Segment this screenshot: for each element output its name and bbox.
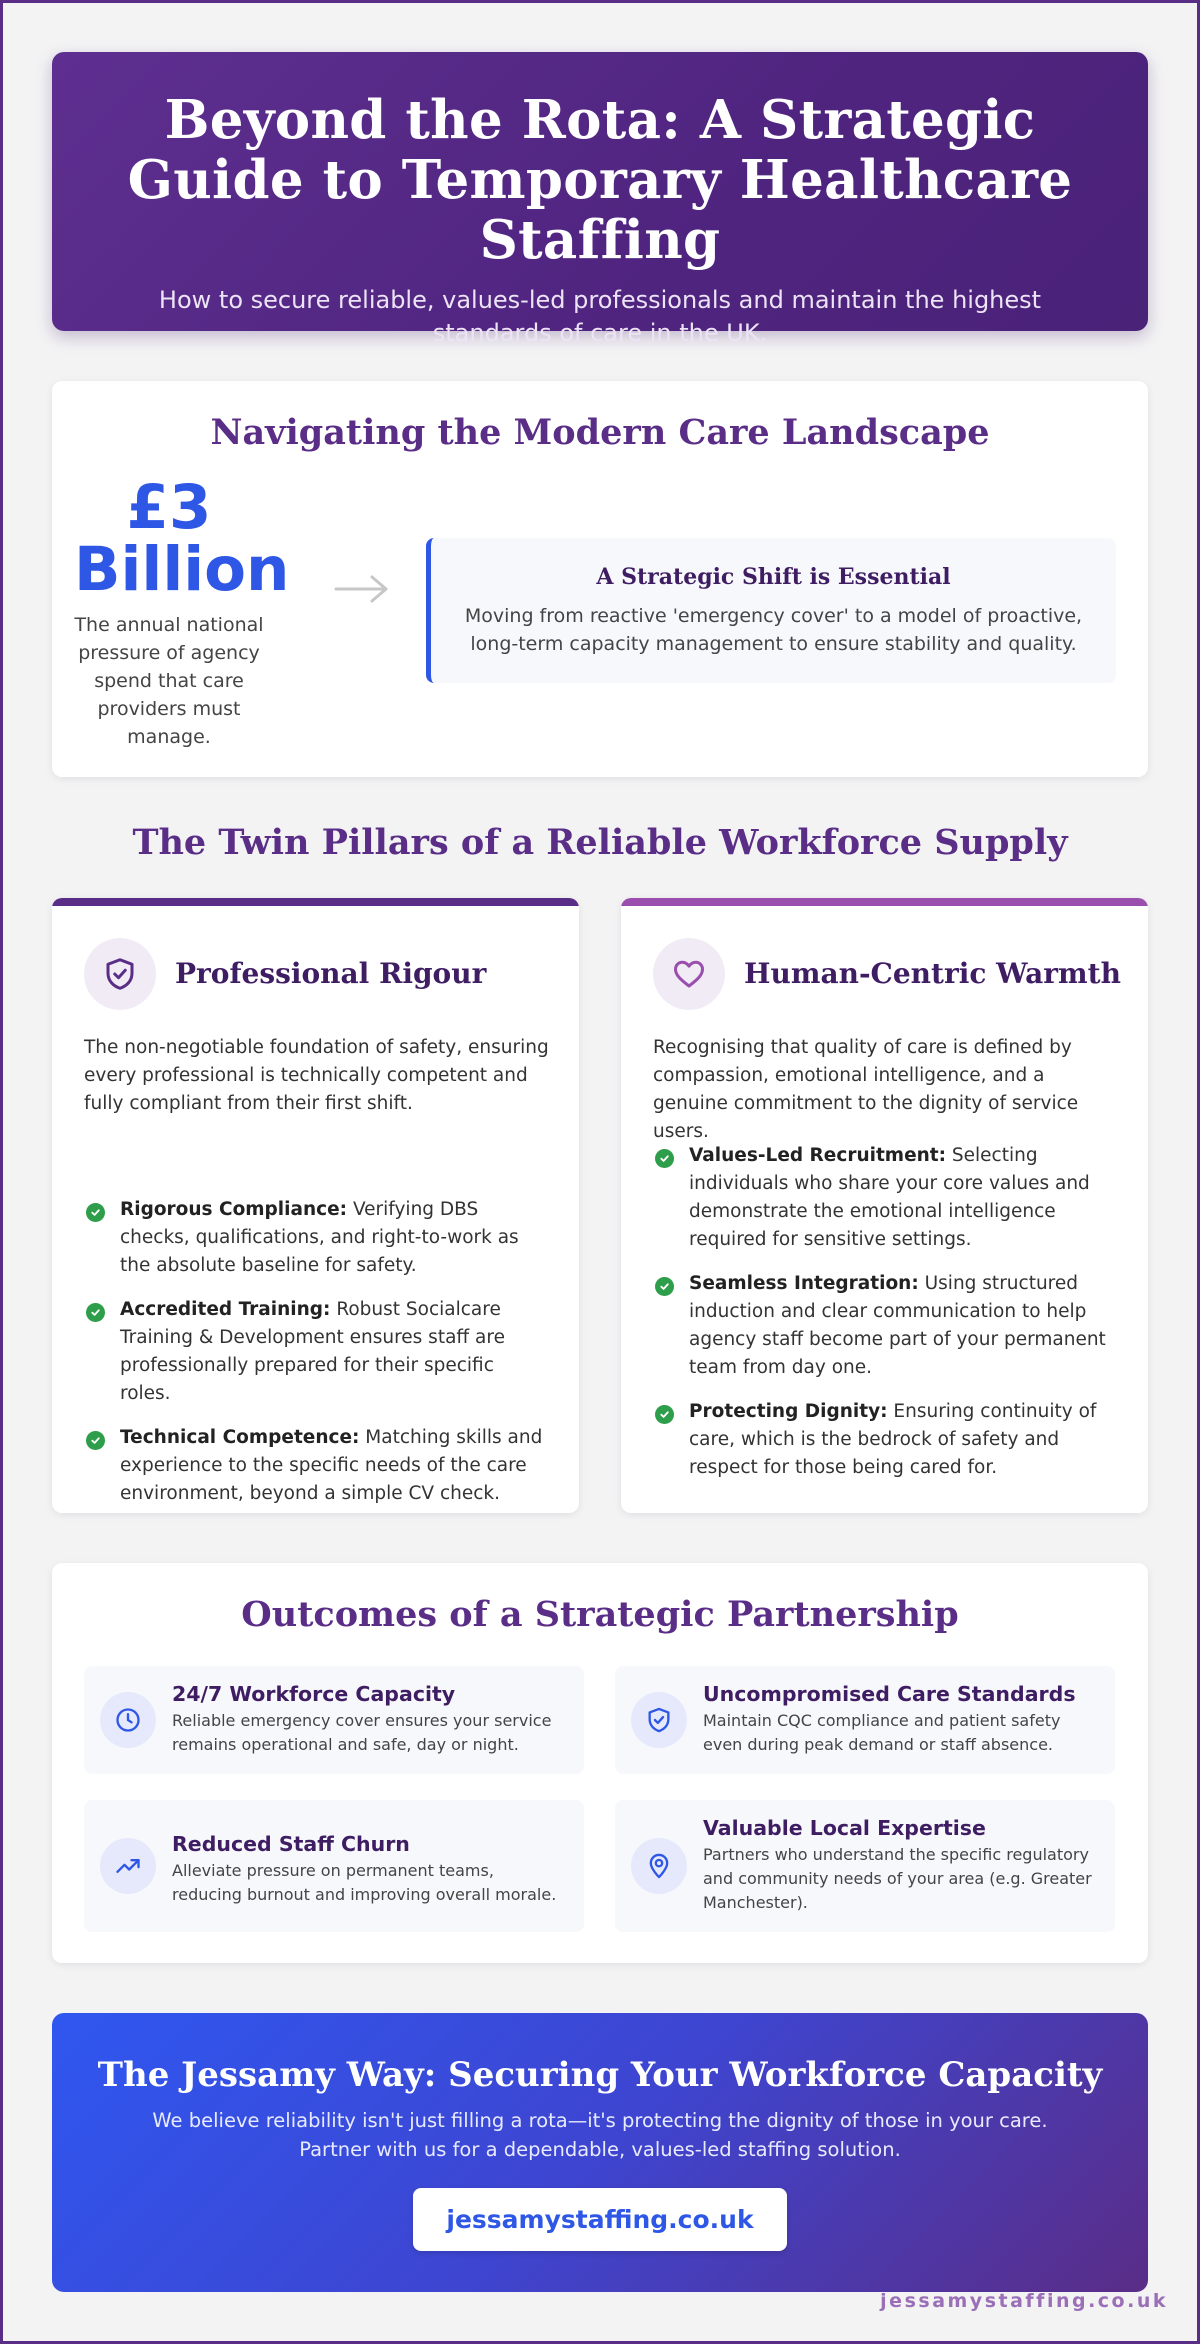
heart-icon [653, 938, 725, 1010]
cta-text: We believe reliability isn't just filling a rota—it's protecting the dignity of those in your care. Partner with us for a dependable, values-led staffing solution. [152, 2109, 1048, 2161]
pillars-title: The Twin Pillars of a Reliable Workforce Supply [132, 822, 1068, 863]
point-label: Accredited Training: [120, 1299, 331, 1320]
check-icon [86, 1431, 105, 1450]
check-icon [655, 1405, 674, 1424]
pillar-title: Human-Centric Warmth [744, 957, 1121, 990]
outcome-card [84, 1666, 584, 1774]
stat-block [74, 472, 290, 751]
outcome-title: Reduced Staff Churn [172, 1832, 410, 1856]
outcome-card [615, 1666, 1115, 1774]
stat-value-line2: Billion [74, 534, 290, 605]
check-icon [86, 1203, 105, 1222]
outcome-card [615, 1800, 1115, 1932]
landscape-title: Navigating the Modern Care Landscape [210, 412, 990, 453]
outcome-text: Partners who understand the specific regulatory and community needs of your area (e.g. Greater Manchester). [703, 1845, 1092, 1912]
point-text: Ensuring continuity of care, which is the bedrock of safety and respect for those being cared for. [689, 1401, 1097, 1478]
point-label: Seamless Integration: [689, 1273, 919, 1294]
point-text: Robust Socialcare Training & Development ensures staff are professionally prepared for their specific roles. [120, 1299, 505, 1404]
list-item [653, 1398, 1118, 1482]
page-subtitle: How to secure reliable, values-led professionals and maintain the highest standards of care in the UK. [158, 286, 1042, 347]
check-icon [655, 1149, 674, 1168]
pillar-human-centric-warmth [621, 898, 1148, 1513]
outcomes-title: Outcomes of a Strategic Partnership [241, 1594, 959, 1635]
pillar-accent-bar [52, 898, 579, 906]
pillar-accent-bar [621, 898, 1148, 906]
outcome-card [84, 1800, 584, 1932]
point-label: Protecting Dignity: [689, 1401, 888, 1422]
stat-value [74, 472, 290, 605]
list-item [84, 1196, 549, 1280]
outcome-text: Reliable emergency cover ensures your service remains operational and safe, day or night. [172, 1711, 552, 1754]
landscape-section [52, 381, 1148, 777]
shift-text: Moving from reactive 'emergency cover' to a model of proactive, long-term capacity management to ensure stability and quality. [464, 605, 1083, 655]
point-text: Verifying DBS checks, qualifications, and right-to-work as the absolute baseline for safety. [120, 1199, 519, 1276]
cta-title: The Jessamy Way: Securing Your Workforce Capacity [97, 2055, 1103, 2095]
list-item [84, 1424, 549, 1508]
point-text: Matching skills and experience to the specific needs of the care environment, beyond a simple CV check. [120, 1427, 543, 1504]
outcome-title: 24/7 Workforce Capacity [172, 1682, 456, 1706]
page-title: Beyond the Rota: A Strategic Guide to Temporary Healthcare Staffing [127, 89, 1073, 271]
pillar-professional-rigour [52, 898, 579, 1513]
outcome-text: Maintain CQC compliance and patient safety even during peak demand or staff absence. [703, 1711, 1061, 1754]
stat-value-line1: £3 [126, 472, 212, 543]
list-item [653, 1142, 1118, 1254]
cta-banner [52, 2013, 1148, 2292]
outcome-text: Alleviate pressure on permanent teams, reducing burnout and improving overall morale. [172, 1861, 557, 1904]
pillar-description: The non-negotiable foundation of safety, ensuring every professional is technically competent and fully compliant from their first shift. [84, 1037, 549, 1114]
outcome-title: Uncompromised Care Standards [703, 1682, 1076, 1706]
point-label: Values-Led Recruitment: [689, 1145, 947, 1166]
outcome-title: Valuable Local Expertise [703, 1816, 986, 1840]
shield-check-icon [631, 1692, 687, 1748]
pillar-points [84, 1196, 549, 1513]
point-label: Rigorous Compliance: [120, 1199, 348, 1220]
point-text: Selecting individuals who share your core values and demonstrate the emotional intelligence required for sensitive settings. [689, 1145, 1090, 1250]
hero-banner [52, 52, 1148, 347]
shift-title: A Strategic Shift is Essential [596, 564, 951, 590]
map-pin-icon [631, 1838, 687, 1894]
check-icon [655, 1277, 674, 1296]
pillar-title: Professional Rigour [175, 957, 487, 990]
strategic-shift-callout [426, 538, 1116, 683]
stat-label: The annual national pressure of agency spend that care providers must manage. [74, 614, 264, 748]
arrow-right-icon [334, 574, 390, 608]
list-item [84, 1296, 549, 1408]
point-label: Technical Competence: [120, 1427, 360, 1448]
outcomes-section [52, 1563, 1148, 1963]
footer-url: jessamystaffing.co.uk [880, 2290, 1168, 2312]
check-icon [86, 1303, 105, 1322]
clock-icon [100, 1692, 156, 1748]
point-text: Using structured induction and clear communication to help agency staff become part of your permanent team from day one. [689, 1273, 1106, 1378]
list-item [653, 1270, 1118, 1382]
website-link-button[interactable]: jessamystaffing.co.uk [413, 2188, 787, 2251]
trending-up-icon [100, 1838, 156, 1894]
pillar-points [653, 1142, 1118, 1498]
pillar-description: Recognising that quality of care is defined by compassion, emotional intelligence, and a genuine commitment to the dignity of service users. [653, 1037, 1079, 1142]
shield-check-icon [84, 938, 156, 1010]
